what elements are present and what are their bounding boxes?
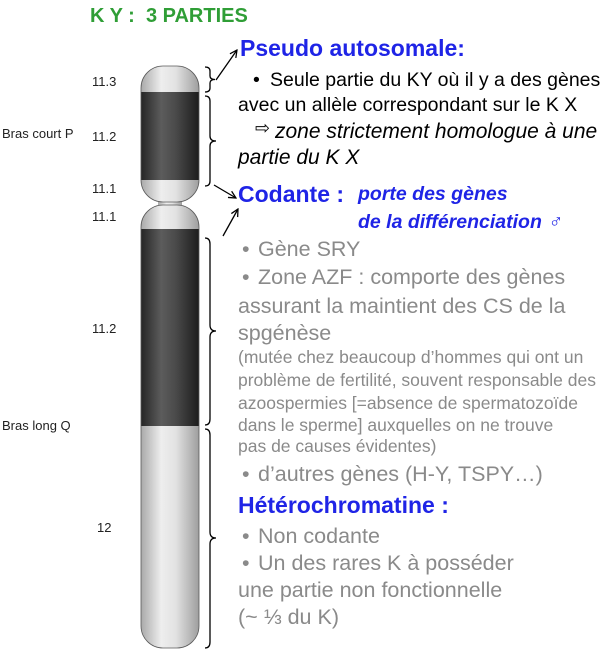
heading-codante: Codante : xyxy=(238,181,345,207)
hetero-item-non-codante: Non codante xyxy=(258,524,380,548)
bullet: • xyxy=(242,265,250,289)
band-label-p11-1: 11.1 xyxy=(92,181,117,196)
white-right-arrow-icon: ⇨ xyxy=(255,118,271,139)
band-p11-2 xyxy=(141,92,199,180)
arrow-to-pseudo xyxy=(216,50,237,80)
band-q11-1 xyxy=(141,205,199,229)
bullet: • xyxy=(242,551,250,575)
brace-codante-long-arm xyxy=(205,238,216,425)
slide-title: K Y : 3 PARTIES xyxy=(90,5,248,27)
bullet: • xyxy=(242,462,250,486)
band-q12 xyxy=(141,426,199,648)
hetero-item-rare: Un des rares K à posséder xyxy=(258,551,514,575)
band-label-q12: 12 xyxy=(97,520,112,535)
band-q11-2 xyxy=(141,229,199,426)
brace-pseudo-autosomal xyxy=(205,67,215,92)
codante-item-other-genes: d’autres gènes (H-Y, TSPY…) xyxy=(258,462,543,486)
codante-item-azf: Zone AZF : comporte des gènes xyxy=(258,265,566,289)
codante-description-line: de la différenciation ♂ xyxy=(358,211,562,233)
band-p11-1 xyxy=(141,180,199,202)
brace-heterochromatine xyxy=(205,429,216,648)
chromosome-short-arm xyxy=(141,66,199,202)
hetero-item-rare-line: une partie non fonctionnelle xyxy=(238,578,503,602)
chromosome-long-arm xyxy=(141,205,199,648)
hetero-item-rare-line: (~ ⅓ du K) xyxy=(238,605,339,629)
arm-label-short: Bras court P xyxy=(2,126,74,141)
pseudo-emphasis-line: partie du K X xyxy=(238,146,360,169)
pseudo-text-line: Seule partie du KY où il y a des gènes xyxy=(270,69,601,91)
arrow-to-codante-from-short-arm xyxy=(214,185,236,198)
heading-pseudo-autosomale: Pseudo autosomale: xyxy=(240,35,465,61)
band-label-p11-3: 11.3 xyxy=(92,74,117,89)
band-label-q11-2: 11.2 xyxy=(92,321,117,336)
arm-label-long: Bras long Q xyxy=(2,418,71,433)
azf-note-line: (mutée chez beaucoup d’hommes qui ont un xyxy=(238,347,584,367)
band-label-q11-1: 11.1 xyxy=(92,209,117,224)
codante-item-sry: Gène SRY xyxy=(258,237,361,261)
azf-note-line: problème de fertilité, souvent responsable des xyxy=(238,370,596,390)
band-p11-3 xyxy=(141,66,199,92)
azf-note-line: pas de causes évidentes) xyxy=(238,436,437,456)
azf-note-line: azoospermies [=absence de spermatozoïde xyxy=(238,393,578,413)
azf-note-line: dans le sperme] auxquelles on ne trouve xyxy=(238,415,554,435)
bullet: • xyxy=(242,237,250,261)
band-label-p11-2: 11.2 xyxy=(92,129,117,144)
brace-codante-short-arm xyxy=(205,96,216,186)
heading-heterochromatine: Hétérochromatine : xyxy=(238,492,449,518)
codante-item-azf-line: assurant la maintient des CS de la xyxy=(238,294,566,318)
bullet: • xyxy=(242,524,250,548)
pseudo-text-line: avec un allèle correspondant sur le K X xyxy=(238,94,578,116)
pseudo-emphasis-line: zone strictement homologue à une xyxy=(275,120,598,143)
bullet: • xyxy=(253,69,260,91)
codante-item-azf-line: spgénèse xyxy=(238,321,332,345)
codante-description-line: porte des gènes xyxy=(358,183,508,205)
arrow-to-codante-from-long-arm xyxy=(223,209,238,236)
